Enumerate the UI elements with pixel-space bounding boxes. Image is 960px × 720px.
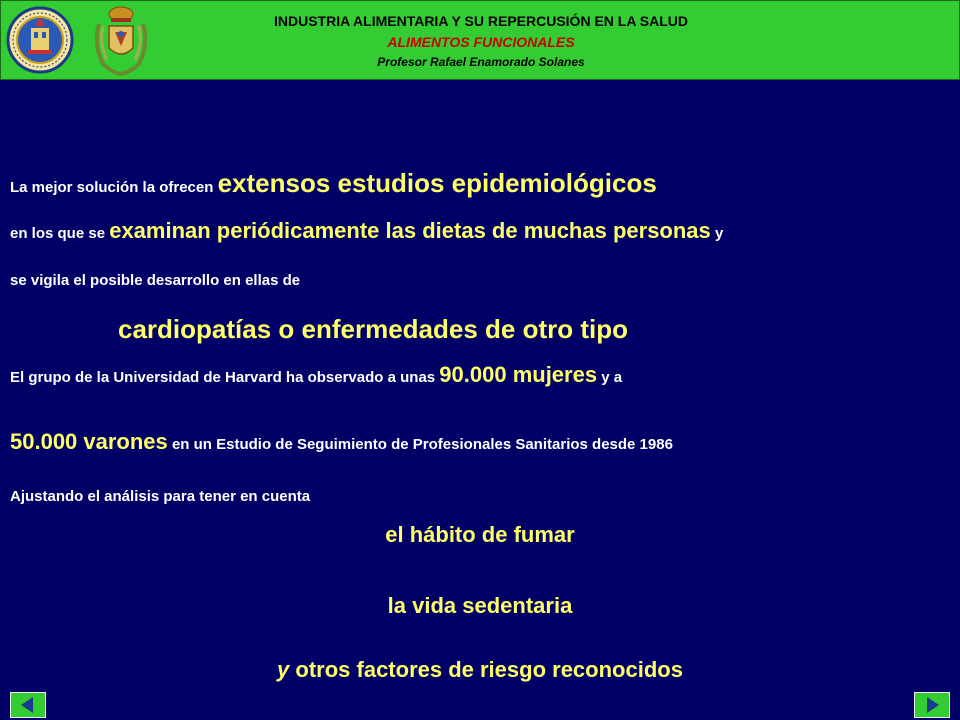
factor-smoking: el hábito de fumar	[385, 522, 575, 547]
text-line-4	[118, 314, 628, 345]
text-plain: en un Estudio de Seguimiento de Profesionales Sanitarios desde 1986	[167, 436, 673, 453]
header-bar	[0, 0, 960, 80]
text-highlight: cardiopatías o enfermedades de otro tipo	[118, 314, 628, 344]
header-subtitle: ALIMENTOS FUNCIONALES	[387, 34, 575, 50]
arrow-left-icon	[11, 693, 45, 717]
text-line-1	[10, 168, 657, 199]
text-line-7	[10, 488, 310, 506]
text-highlight: extensos estudios epidemiológicos	[217, 168, 657, 198]
text-plain: y	[710, 225, 724, 242]
text-highlight: examinan periódicamente las dietas de muchas personas	[109, 218, 711, 243]
factor-other-text: otros factores de riesgo reconocidos	[289, 657, 683, 682]
text-line-3	[10, 272, 300, 290]
text-highlight: 90.000 mujeres	[439, 362, 598, 387]
text-line-6	[10, 429, 673, 455]
header-title: INDUSTRIA ALIMENTARIA Y SU REPERCUSIÓN EN LA SALUD	[273, 13, 689, 29]
header-professor: Profesor Rafael Enamorado Solanes	[377, 55, 585, 69]
text-highlight: 50.000 varones	[10, 429, 168, 454]
factor-other	[0, 657, 960, 683]
factor-sedentary: la vida sedentaria	[387, 593, 573, 618]
text-plain: y a	[597, 369, 623, 386]
next-slide-button[interactable]	[914, 692, 950, 718]
text-plain: La mejor solución la ofrecen	[10, 179, 218, 196]
text-line-5	[10, 362, 622, 388]
text-plain: El grupo de la Universidad de Harvard ha observado a unas	[10, 369, 440, 386]
text-plain: Ajustando el análisis para tener en cuenta	[10, 488, 311, 505]
factor-other-lead: y	[277, 657, 290, 682]
text-plain: se vigila el posible desarrollo en ellas de	[10, 272, 301, 289]
text-line-2	[10, 218, 723, 244]
prev-slide-button[interactable]	[10, 692, 46, 718]
arrow-right-icon	[915, 693, 949, 717]
text-plain: en los que se	[10, 225, 110, 242]
